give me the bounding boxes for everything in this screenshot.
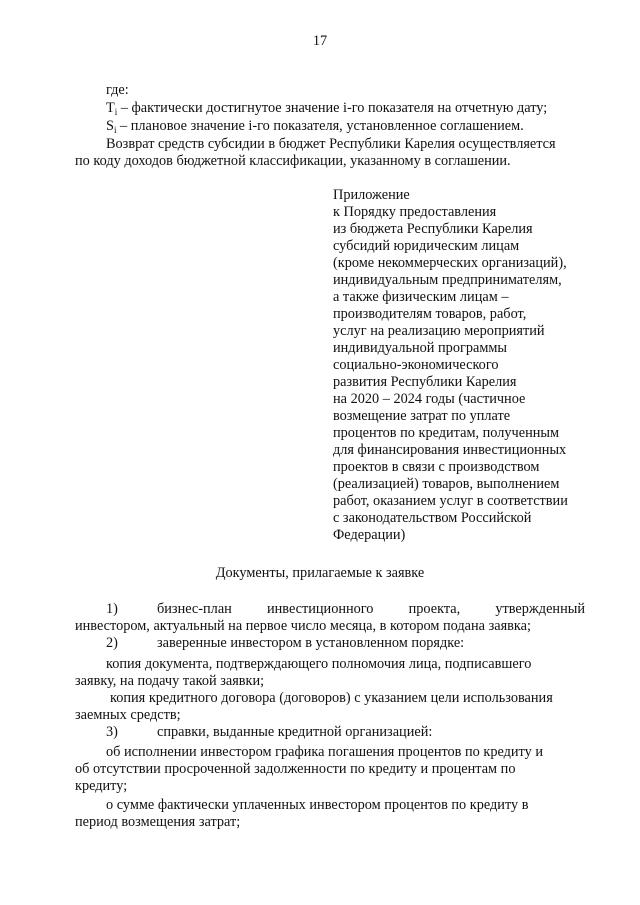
appendix-line: индивидуальным предпринимателям, xyxy=(333,272,562,288)
appendix-line: возмещение затрат по уплате xyxy=(333,408,511,424)
s-variable: S xyxy=(106,118,114,134)
appendix-line: с законодательством Российской xyxy=(333,510,532,526)
item2-sub2-line: заемных средств; xyxy=(75,707,181,723)
where-label: где: xyxy=(106,82,129,98)
item3-sub2-line: период возмещения затрат; xyxy=(75,814,241,830)
list-number: 1) xyxy=(106,601,118,617)
appendix-line: Федерации) xyxy=(333,527,406,543)
appendix-line: Приложение xyxy=(333,187,410,203)
item1-word: утвержденный xyxy=(495,601,585,617)
refund-paragraph-line: по коду доходов бюджетной классификации, указанному в соглашении. xyxy=(75,153,511,169)
item3-sub2-line: о сумме фактически уплаченных инвестором процентов по кредиту в xyxy=(106,797,529,813)
item1-first-line xyxy=(157,601,585,617)
item1-word: инвестиционного xyxy=(266,601,374,617)
item1-second-line: инвестором, актуальный на первое число месяца, в котором подана заявка; xyxy=(75,618,531,634)
item3-sub1-line: об исполнении инвестором графика погашения процентов по кредиту и xyxy=(106,744,543,760)
appendix-line: развития Республики Карелия xyxy=(333,374,517,390)
item2-sub2-line: копия кредитного договора (договоров) с указанием цели использования xyxy=(110,690,553,706)
appendix-line: а также физическим лицам – xyxy=(333,289,509,305)
appendix-line: (кроме некоммерческих организаций), xyxy=(333,255,567,271)
appendix-line: производителям товаров, работ, xyxy=(333,306,527,322)
appendix-line: (реализацией) товаров, выполнением xyxy=(333,476,560,492)
appendix-line: социально-экономического xyxy=(333,357,499,373)
page-number: 17 xyxy=(312,33,328,49)
appendix-line: процентов по кредитам, полученным xyxy=(333,425,560,441)
section-title: Документы, прилагаемые к заявке xyxy=(215,565,425,581)
appendix-line: индивидуальной программы xyxy=(333,340,508,356)
refund-paragraph-line: Возврат средств субсидии в бюджет Республики Карелия осуществляется xyxy=(106,136,556,152)
appendix-line: из бюджета Республики Карелия xyxy=(333,221,533,237)
appendix-line: услуг на реализацию мероприятий xyxy=(333,323,545,339)
item3-sub1-line: кредиту; xyxy=(75,778,128,794)
s-subscript: i xyxy=(113,125,117,135)
appendix-line: для финансирования инвестиционных xyxy=(333,442,567,458)
item1-word: проекта, xyxy=(408,601,461,617)
appendix-line: работ, оказанием услуг в соответствии xyxy=(333,493,568,509)
s-definition-text: – плановое значение i-го показателя, установленное соглашением. xyxy=(116,118,524,134)
t-definition-text: – фактически достигнутое значение i-го показателя на отчетную дату; xyxy=(117,100,548,116)
item3-sub1-line: об отсутствии просроченной задолженности по кредиту и процентам по xyxy=(75,761,516,777)
t-variable: T xyxy=(106,100,115,116)
list-number: 2) xyxy=(106,635,118,651)
item2-text: заверенные инвестором в установленном порядке: xyxy=(157,635,465,651)
appendix-line: к Порядку предоставления xyxy=(333,204,497,220)
item3-text: справки, выданные кредитной организацией: xyxy=(157,724,433,740)
appendix-line: проектов в связи с производством xyxy=(333,459,540,475)
appendix-line: субсидий юридическим лицам xyxy=(333,238,520,254)
appendix-line: на 2020 – 2024 годы (частичное xyxy=(333,391,526,407)
list-number: 3) xyxy=(106,724,118,740)
s-variable-definition xyxy=(106,118,524,134)
item1-word: бизнес-план xyxy=(157,601,232,617)
t-variable-definition xyxy=(106,100,547,116)
item2-sub1-line: заявку, на подачу такой заявки; xyxy=(75,673,265,689)
t-subscript: i xyxy=(114,107,118,117)
item2-sub1-line: копия документа, подтверждающего полномочия лица, подписавшего xyxy=(106,656,532,672)
